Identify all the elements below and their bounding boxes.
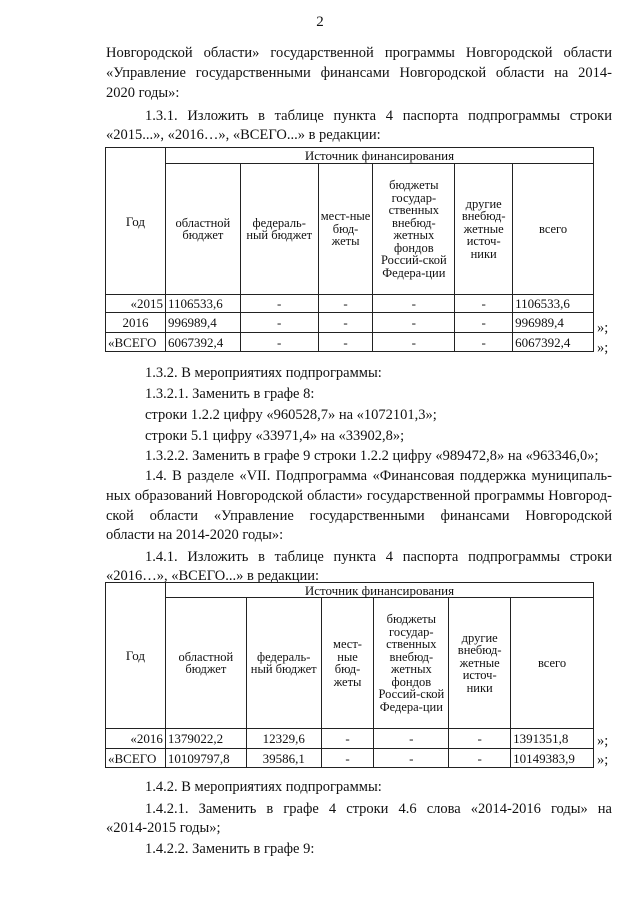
cell-obl: 1379022,2	[165, 729, 246, 749]
cell-total: 1106533,6	[513, 295, 594, 313]
intro-line-5: «2015...», «2016…», «ВСЕГО...» в редакции:	[106, 127, 381, 143]
mid-line-11: «2016…», «ВСЕГО...» в редакции:	[106, 568, 320, 584]
cell-mest: -	[318, 313, 373, 333]
cell-mest: -	[318, 333, 373, 352]
intro-line-4: 1.3.1. Изложить в таблице пункта 4 паспорта подпрограммы строки	[145, 108, 612, 124]
col-header: областной бюджет	[165, 598, 246, 729]
page-number: 2	[316, 14, 324, 30]
intro-line-1: Новгородской области» государственной программы Новгородской области	[106, 45, 612, 61]
mid-line-4: строки 5.1 цифру «33971,4» на «33902,8»;	[145, 428, 405, 444]
table-row	[106, 749, 594, 768]
cell-year: 2016	[106, 313, 166, 333]
cell-other: -	[455, 295, 513, 313]
cell-year: «2015	[106, 295, 166, 313]
row-suffix: »;	[597, 752, 609, 768]
col-header: другие внебюд-жетные источ-ники	[455, 164, 513, 295]
col-header: всего	[511, 598, 594, 729]
cell-total: 1391351,8	[511, 729, 594, 749]
mid-line-8: ской области «Управление государственными финансами Новгородской	[106, 508, 612, 524]
col-header: областной бюджет	[165, 164, 240, 295]
col-header: бюджеты государ-ственных внебюд-жетных фондов Россий-ской Федера-ции	[374, 598, 449, 729]
cell-obl: 1106533,6	[165, 295, 240, 313]
col-header: всего	[513, 164, 594, 295]
group-header: Источник финансирования	[165, 148, 593, 164]
mid-line-2: 1.3.2.1. Заменить в графе 8:	[145, 386, 315, 402]
cell-total: 996989,4	[513, 313, 594, 333]
financing-table-1	[105, 147, 594, 352]
table-row	[106, 729, 594, 749]
cell-year: «ВСЕГО	[106, 749, 166, 768]
cell-other: -	[449, 729, 511, 749]
col-year-header: Год	[106, 583, 166, 729]
cell-fed: 12329,6	[246, 729, 321, 749]
col-year-header: Год	[106, 148, 166, 295]
cell-fond: -	[373, 333, 455, 352]
cell-fed: -	[240, 295, 318, 313]
cell-year: «ВСЕГО	[106, 333, 166, 352]
cell-fed: -	[240, 333, 318, 352]
row-suffix: »;	[597, 340, 609, 356]
row-suffix: »;	[597, 320, 609, 336]
cell-other: -	[455, 313, 513, 333]
cell-fond: -	[373, 295, 455, 313]
col-header: федераль-ный бюджет	[246, 598, 321, 729]
col-header: другие внебюд-жетные источ-ники	[449, 598, 511, 729]
cell-total: 6067392,4	[513, 333, 594, 352]
table-row	[106, 295, 594, 313]
group-header: Источник финансирования	[165, 583, 593, 598]
col-header: бюджеты государ-ственных внебюд-жетных фондов Россий-ской Федера-ции	[373, 164, 455, 295]
cell-fond: -	[374, 729, 449, 749]
cell-year: «2016	[106, 729, 166, 749]
financing-table-2	[105, 582, 594, 768]
col-header: мест-ные бюд-жеты	[318, 164, 373, 295]
end-line-3: «2014-2015 годы»;	[106, 820, 221, 836]
cell-mest: -	[321, 729, 374, 749]
mid-line-7: ных образований Новгородской области» государственной программы Новгород-	[106, 488, 612, 504]
cell-obl: 10109797,8	[165, 749, 246, 768]
col-header: федераль-ный бюджет	[240, 164, 318, 295]
intro-line-3: 2020 годы»:	[106, 85, 180, 101]
cell-mest: -	[318, 295, 373, 313]
cell-obl: 6067392,4	[165, 333, 240, 352]
cell-mest: -	[321, 749, 374, 768]
cell-fond: -	[373, 313, 455, 333]
mid-line-10: 1.4.1. Изложить в таблице пункта 4 паспорта подпрограммы строки	[145, 549, 612, 565]
mid-line-1: 1.3.2. В мероприятиях подпрограммы:	[145, 365, 382, 381]
end-line-1: 1.4.2. В мероприятиях подпрограммы:	[145, 779, 382, 795]
intro-line-2: «Управление государственными финансами Новгородской области на 2014-	[106, 65, 612, 81]
table-row	[106, 333, 594, 352]
mid-line-9: области на 2014-2020 годы»:	[106, 527, 284, 543]
mid-line-6: 1.4. В разделе «VII. Подпрограмма «Финансовая поддержка муниципаль-	[145, 468, 612, 484]
mid-line-5: 1.3.2.2. Заменить в графе 9 строки 1.2.2 цифру «989472,8» на «963346,0»;	[145, 448, 599, 464]
mid-line-3: строки 1.2.2 цифру «960528,7» на «1072101,3»;	[145, 407, 437, 423]
cell-total: 10149383,9	[511, 749, 594, 768]
row-suffix: »;	[597, 733, 609, 749]
end-line-4: 1.4.2.2. Заменить в графе 9:	[145, 841, 315, 857]
cell-obl: 996989,4	[165, 313, 240, 333]
table-row	[106, 313, 594, 333]
cell-other: -	[455, 333, 513, 352]
col-header: мест-ные бюд-жеты	[321, 598, 374, 729]
end-line-2: 1.4.2.1. Заменить в графе 4 строки 4.6 слова «2014-2016 годы» на	[145, 801, 612, 817]
cell-fond: -	[374, 749, 449, 768]
cell-fed: 39586,1	[246, 749, 321, 768]
cell-other: -	[449, 749, 511, 768]
cell-fed: -	[240, 313, 318, 333]
